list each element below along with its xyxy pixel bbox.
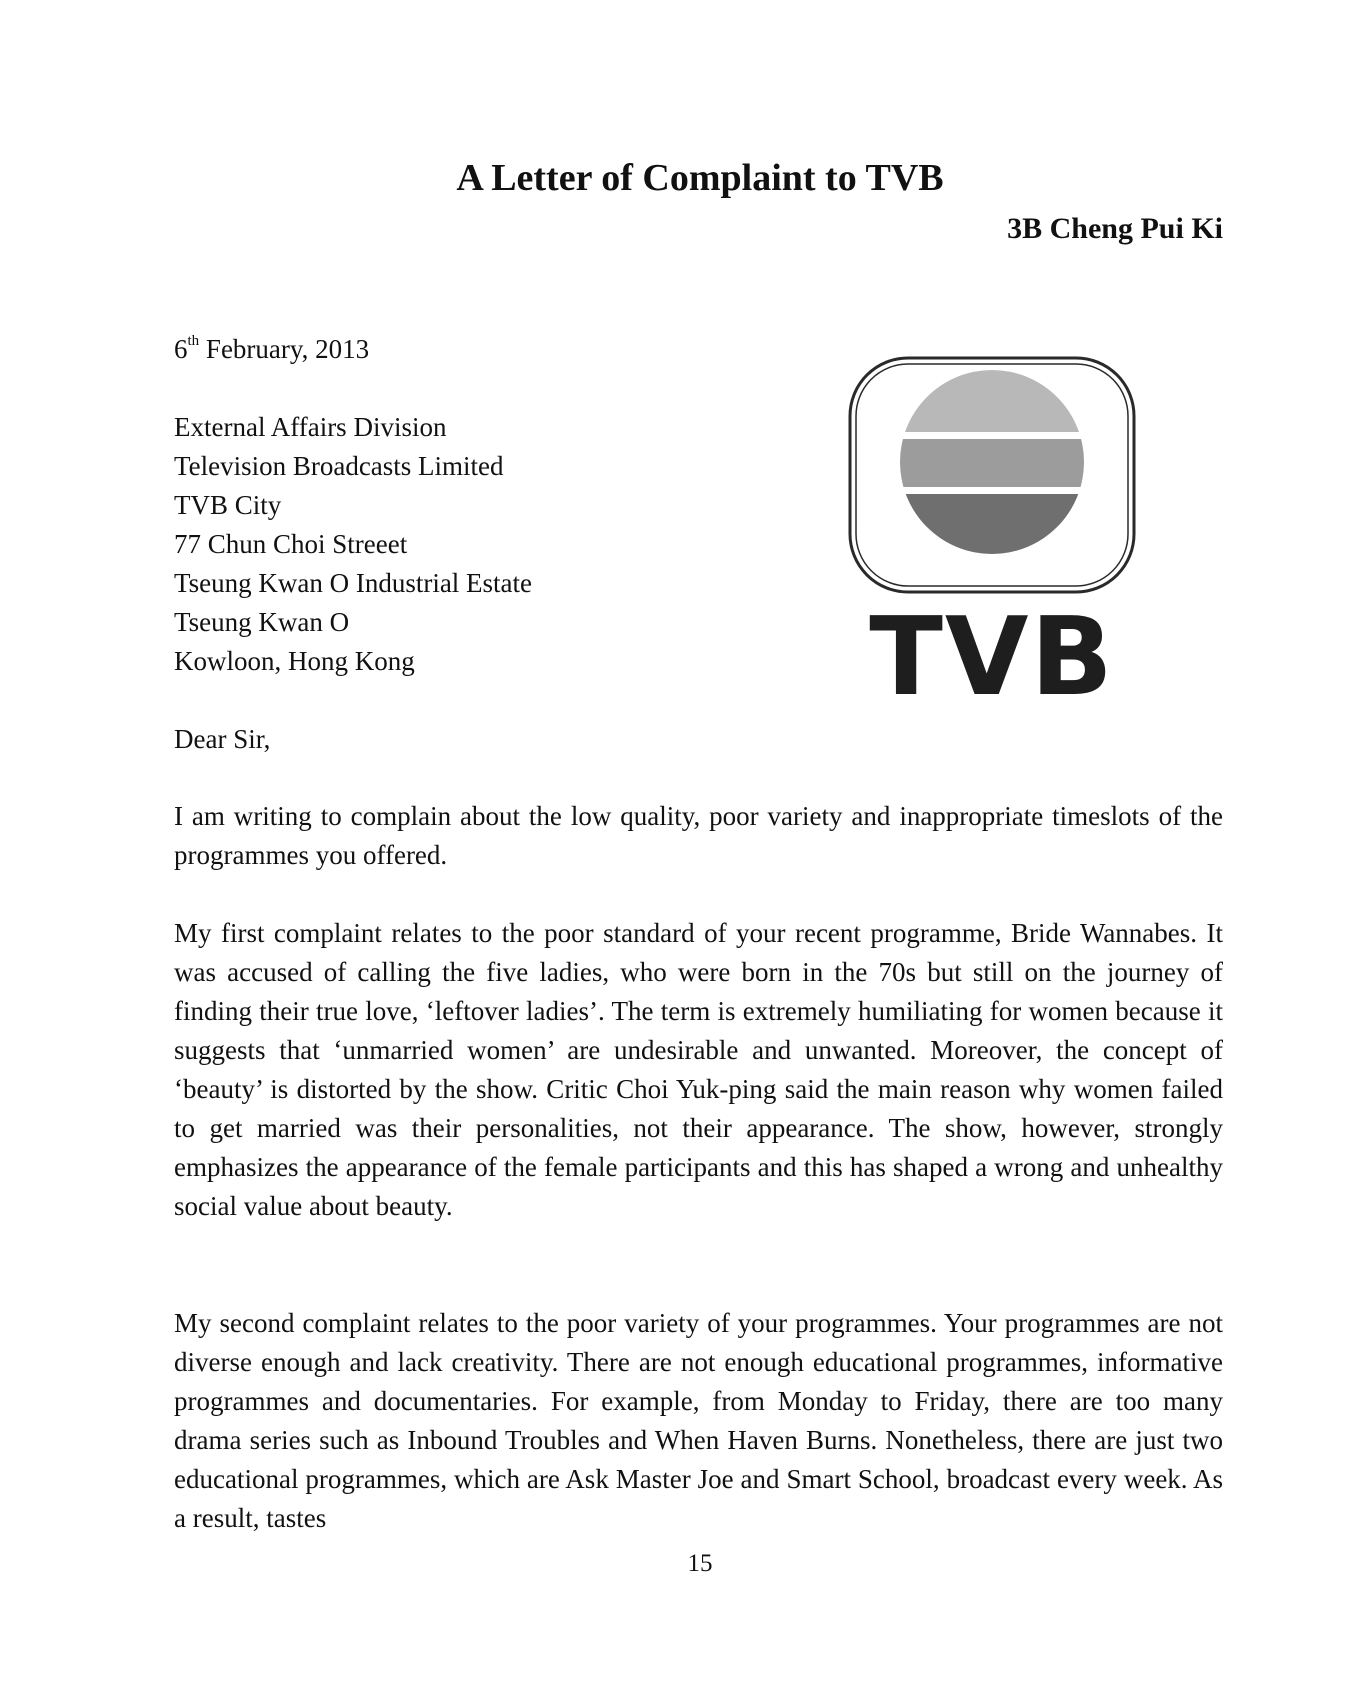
date-day: 6	[174, 334, 188, 364]
logo-band-top	[888, 366, 1098, 432]
logo-band-middle	[888, 439, 1098, 487]
tvb-logo-mark	[848, 356, 1136, 596]
salutation: Dear Sir,	[174, 724, 271, 754]
page-title: A Letter of Complaint to TVB	[456, 157, 944, 199]
author-name: 3B Cheng Pui Ki	[1007, 212, 1223, 245]
page-number: 15	[687, 1550, 713, 1577]
tvb-logo	[848, 356, 1136, 720]
date-month-year: February, 2013	[199, 334, 370, 364]
paragraph-intro: I am writing to complain about the low quality, poor variety and inappropriate timeslots of the programmes you offered.	[174, 801, 1223, 870]
address-line: External Affairs Division	[174, 412, 447, 442]
letter-date	[174, 330, 369, 369]
logo-band-bottom	[888, 494, 1098, 564]
address-line: 77 Chun Choi Streeet	[174, 529, 408, 559]
date-ordinal-suffix: th	[187, 333, 200, 349]
address-line: Tseung Kwan O Industrial Estate	[174, 568, 533, 598]
tvb-wordmark: TVB	[869, 595, 1115, 720]
address-line: Kowloon, Hong Kong	[174, 646, 415, 676]
paragraph-first-complaint: My first complaint relates to the poor standard of your recent programme, Bride Wannabes. It was accused of calling the five ladies, who were born in the 70s but still on the journey of finding their true love, ‘leftover ladies’. The term is extremely humiliating for women because it suggests that ‘unmarried women’ are undesirable and unwanted. Moreover, the concept of ‘beauty’ is distorted by the show. Critic Choi Yuk-ping said the main reason why women failed to get married was their personalities, not their appearance. The show, however, strongly emphasizes the appearance of the female participants and this has shaped a wrong and unhealthy social value about beauty.	[174, 918, 1223, 1221]
address-line: Tseung Kwan O	[174, 607, 350, 637]
address-line: Television Broadcasts Limited	[174, 451, 504, 481]
recipient-address	[174, 408, 532, 681]
address-line: TVB City	[174, 490, 282, 520]
paragraph-second-complaint: My second complaint relates to the poor variety of your programmes. Your programmes are not diverse enough and lack creativity. There are not enough educational programmes, informative programmes and documentaries. For example, from Monday to Friday, there are too many drama series such as Inbound Troubles and When Haven Burns. Nonetheless, there are just two educational programmes, which are Ask Master Joe and Smart School, broadcast every week. As a result, tastes	[174, 1308, 1223, 1533]
